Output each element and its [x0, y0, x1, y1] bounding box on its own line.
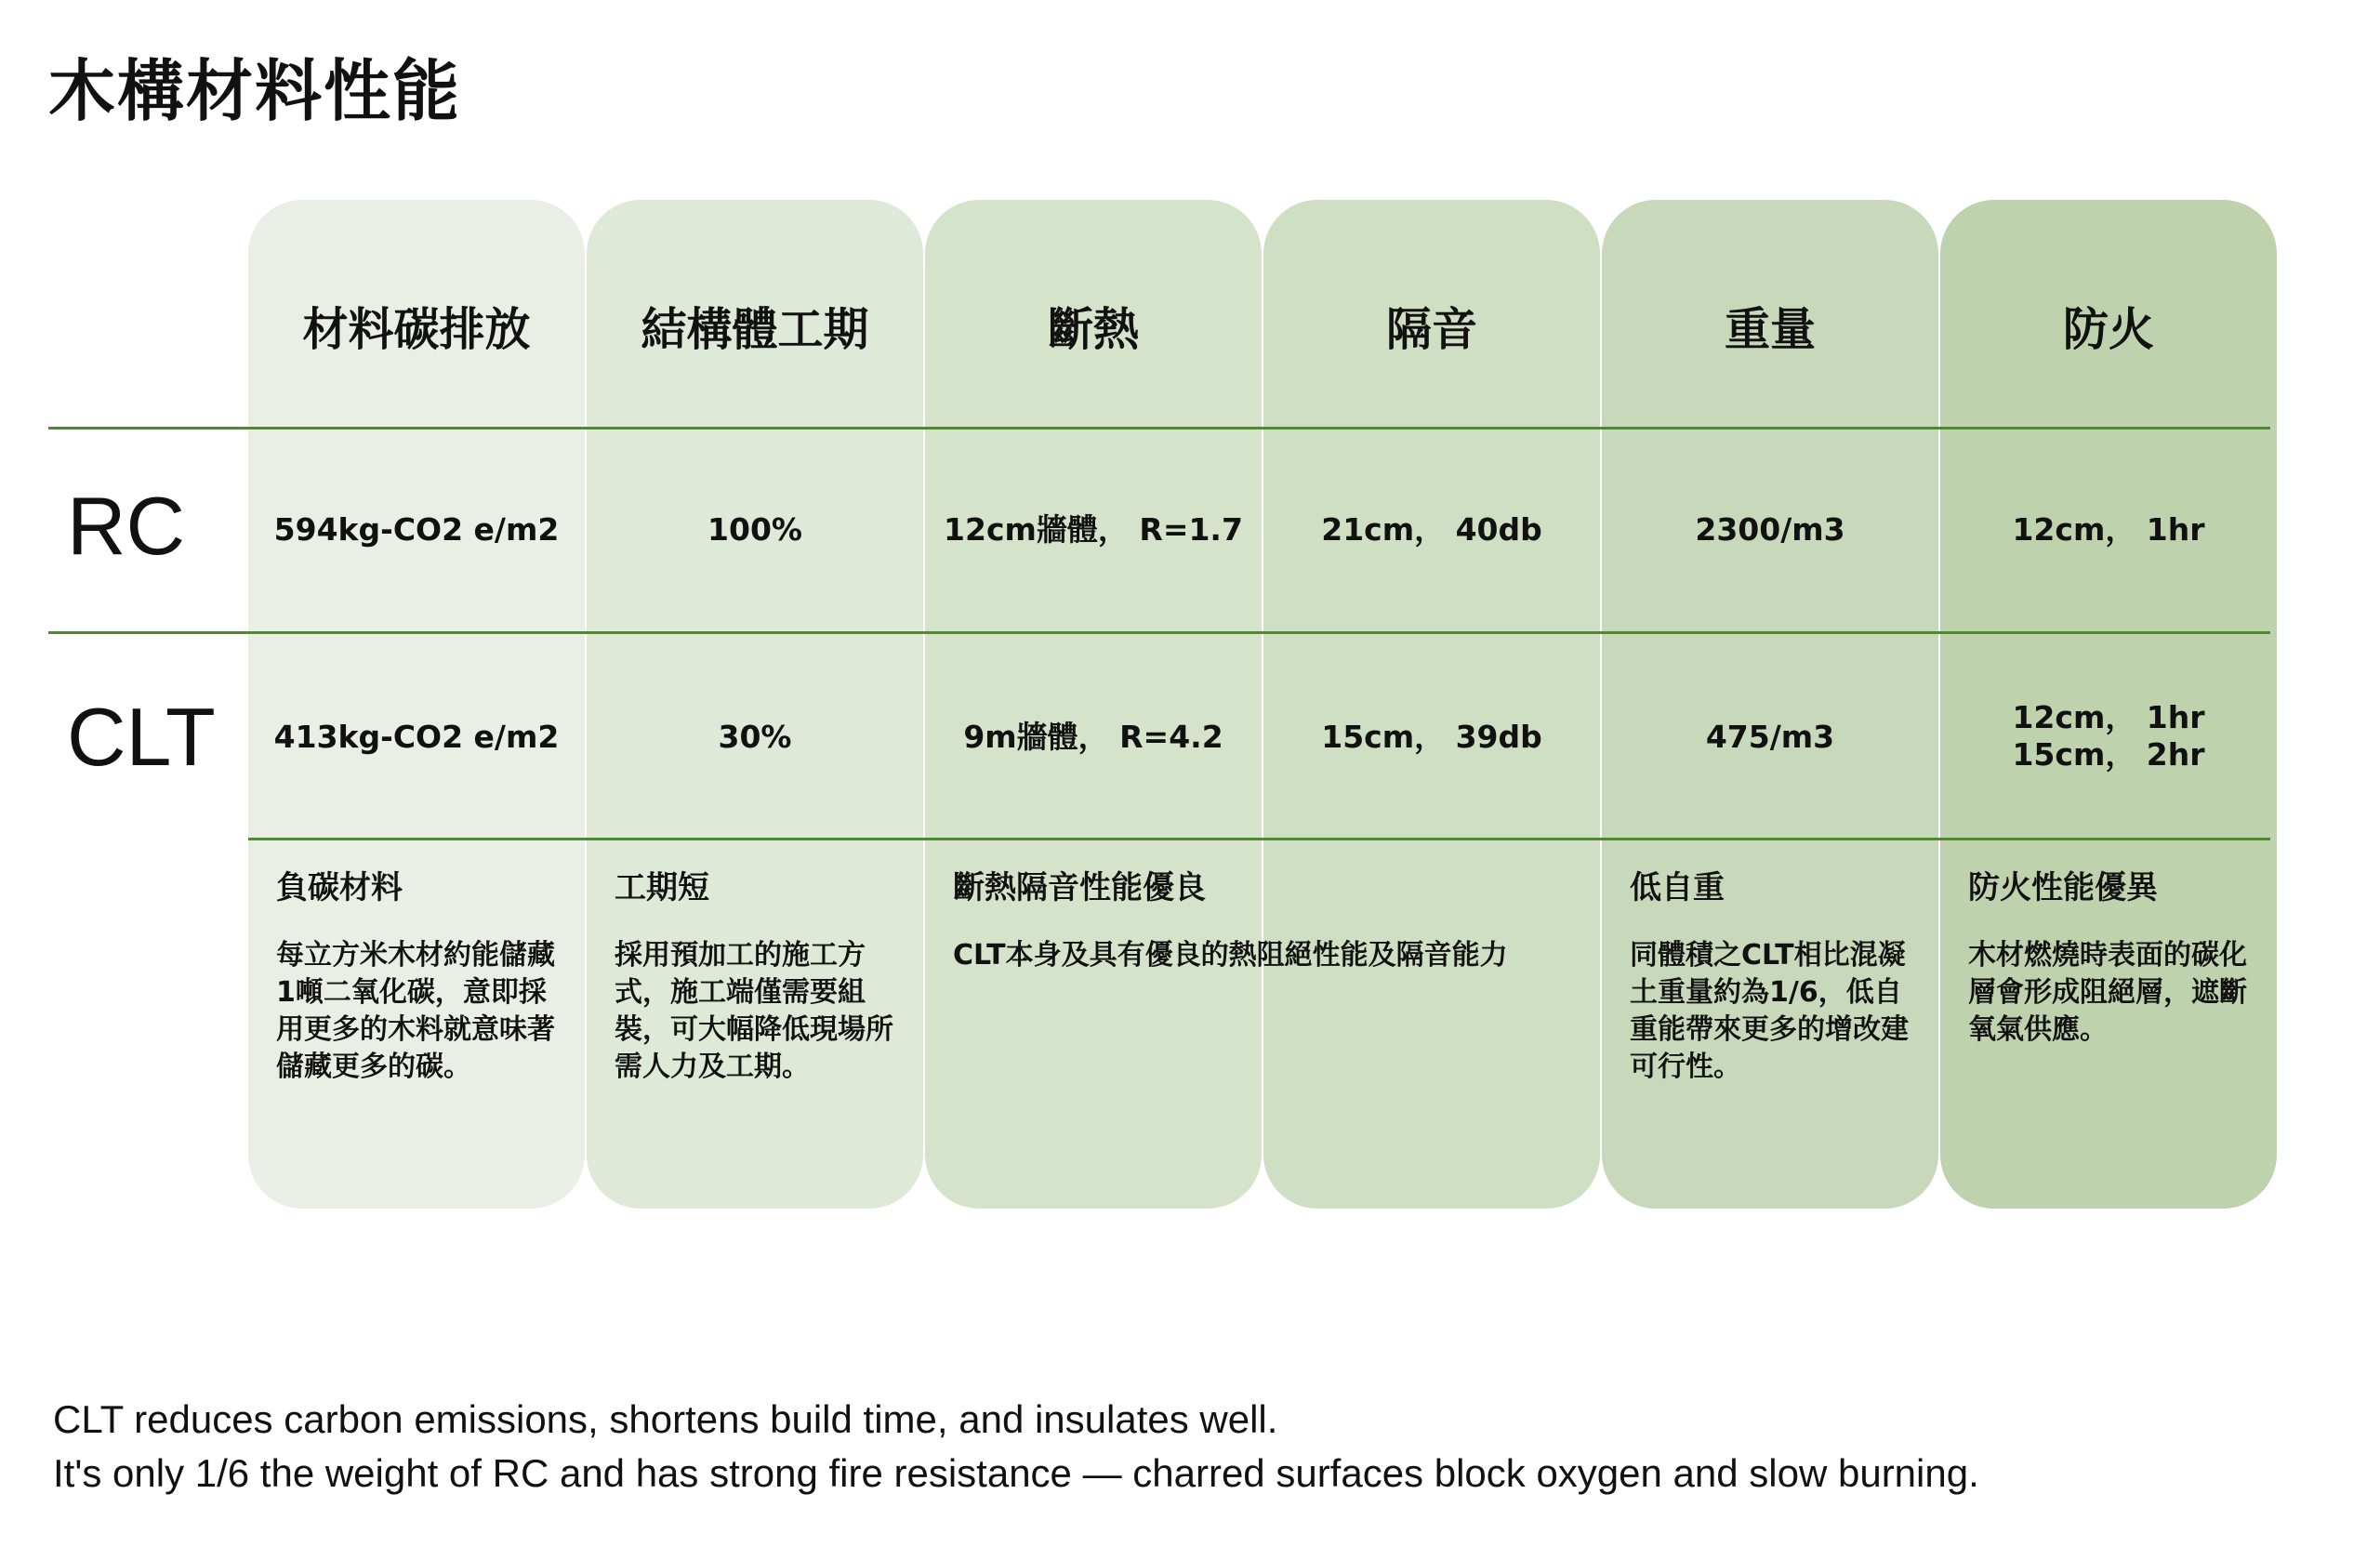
- column-header-carbon: 材料碳排放: [302, 303, 531, 356]
- clt-fire-value: [1940, 699, 2277, 774]
- page-title: 木構材料性能: [48, 52, 462, 130]
- column-header-fire: 防火: [2062, 303, 2154, 356]
- row-label-rc: RC: [67, 480, 186, 572]
- note-body-carbon: 每立方米木材約能儲藏1噸二氧化碳，意即採用更多的木料就意味著儲藏更多的碳。: [276, 939, 555, 1083]
- row-label-clt: CLT: [67, 691, 216, 783]
- divider-clt: [248, 838, 2270, 840]
- note-body-weight: 同體積之CLT相比混凝土重量約為1/6，低自重能帶來更多的增改建可行性。: [1630, 939, 1909, 1083]
- clt-fire-line-1: 12cm， 1hr: [2012, 699, 2205, 735]
- column-header-insulation: 斷熱: [1047, 303, 1139, 356]
- clt-fire-line-2: 15cm， 2hr: [2012, 736, 2205, 773]
- clt-schedule-value: 30%: [718, 719, 792, 755]
- column-header-schedule: 結構體工期: [641, 303, 869, 356]
- note-heading-fire: 防火性能優異: [1968, 869, 2158, 906]
- footer-line-2: It's only 1/6 the weight of RC and has strong fire resistance — charred surfaces block oxygen and slow burning.: [53, 1451, 1979, 1495]
- rc-schedule-value: 100%: [707, 511, 802, 548]
- rc-fire-value: 12cm， 1hr: [2012, 511, 2205, 548]
- column-header-weight: 重量: [1724, 303, 1816, 356]
- clt-insulation-value: 9m牆體， R=4.2: [963, 719, 1223, 755]
- rc-insulation-value: 12cm牆體， R=1.7: [944, 511, 1243, 548]
- note-heading-weight: 低自重: [1630, 869, 1725, 906]
- rc-weight-value: 2300/m3: [1695, 511, 1845, 548]
- note-heading-insulation: 斷熱隔音性能優良: [953, 869, 1206, 906]
- rc-carbon-value: 594kg-CO2 e/m2: [273, 511, 560, 548]
- divider-rc: [48, 631, 2270, 634]
- note-heading-carbon: 負碳材料: [276, 869, 403, 906]
- clt-weight-value: 475/m3: [1705, 719, 1835, 755]
- rc-soundproof-value: 21cm， 40db: [1321, 511, 1542, 548]
- note-body-insulation: CLT本身及具有優良的熱阻絕性能及隔音能力: [953, 939, 1508, 972]
- clt-carbon-value: 413kg-CO2 e/m2: [273, 719, 560, 755]
- clt-soundproof-value: 15cm， 39db: [1321, 719, 1542, 755]
- note-body-schedule: 採用預加工的施工方式，施工端僅需要組裝，可大幅降低現場所需人力及工期。: [615, 939, 893, 1083]
- divider-header: [48, 427, 2270, 430]
- column-header-soundproof: 隔音: [1385, 303, 1477, 356]
- footer-line-1: CLT reduces carbon emissions, shortens build time, and insulates well.: [53, 1397, 1278, 1441]
- note-body-fire: 木材燃燒時表面的碳化層會形成阻絕層，遮斷氧氣供應。: [1968, 939, 2247, 1046]
- note-heading-schedule: 工期短: [615, 869, 709, 906]
